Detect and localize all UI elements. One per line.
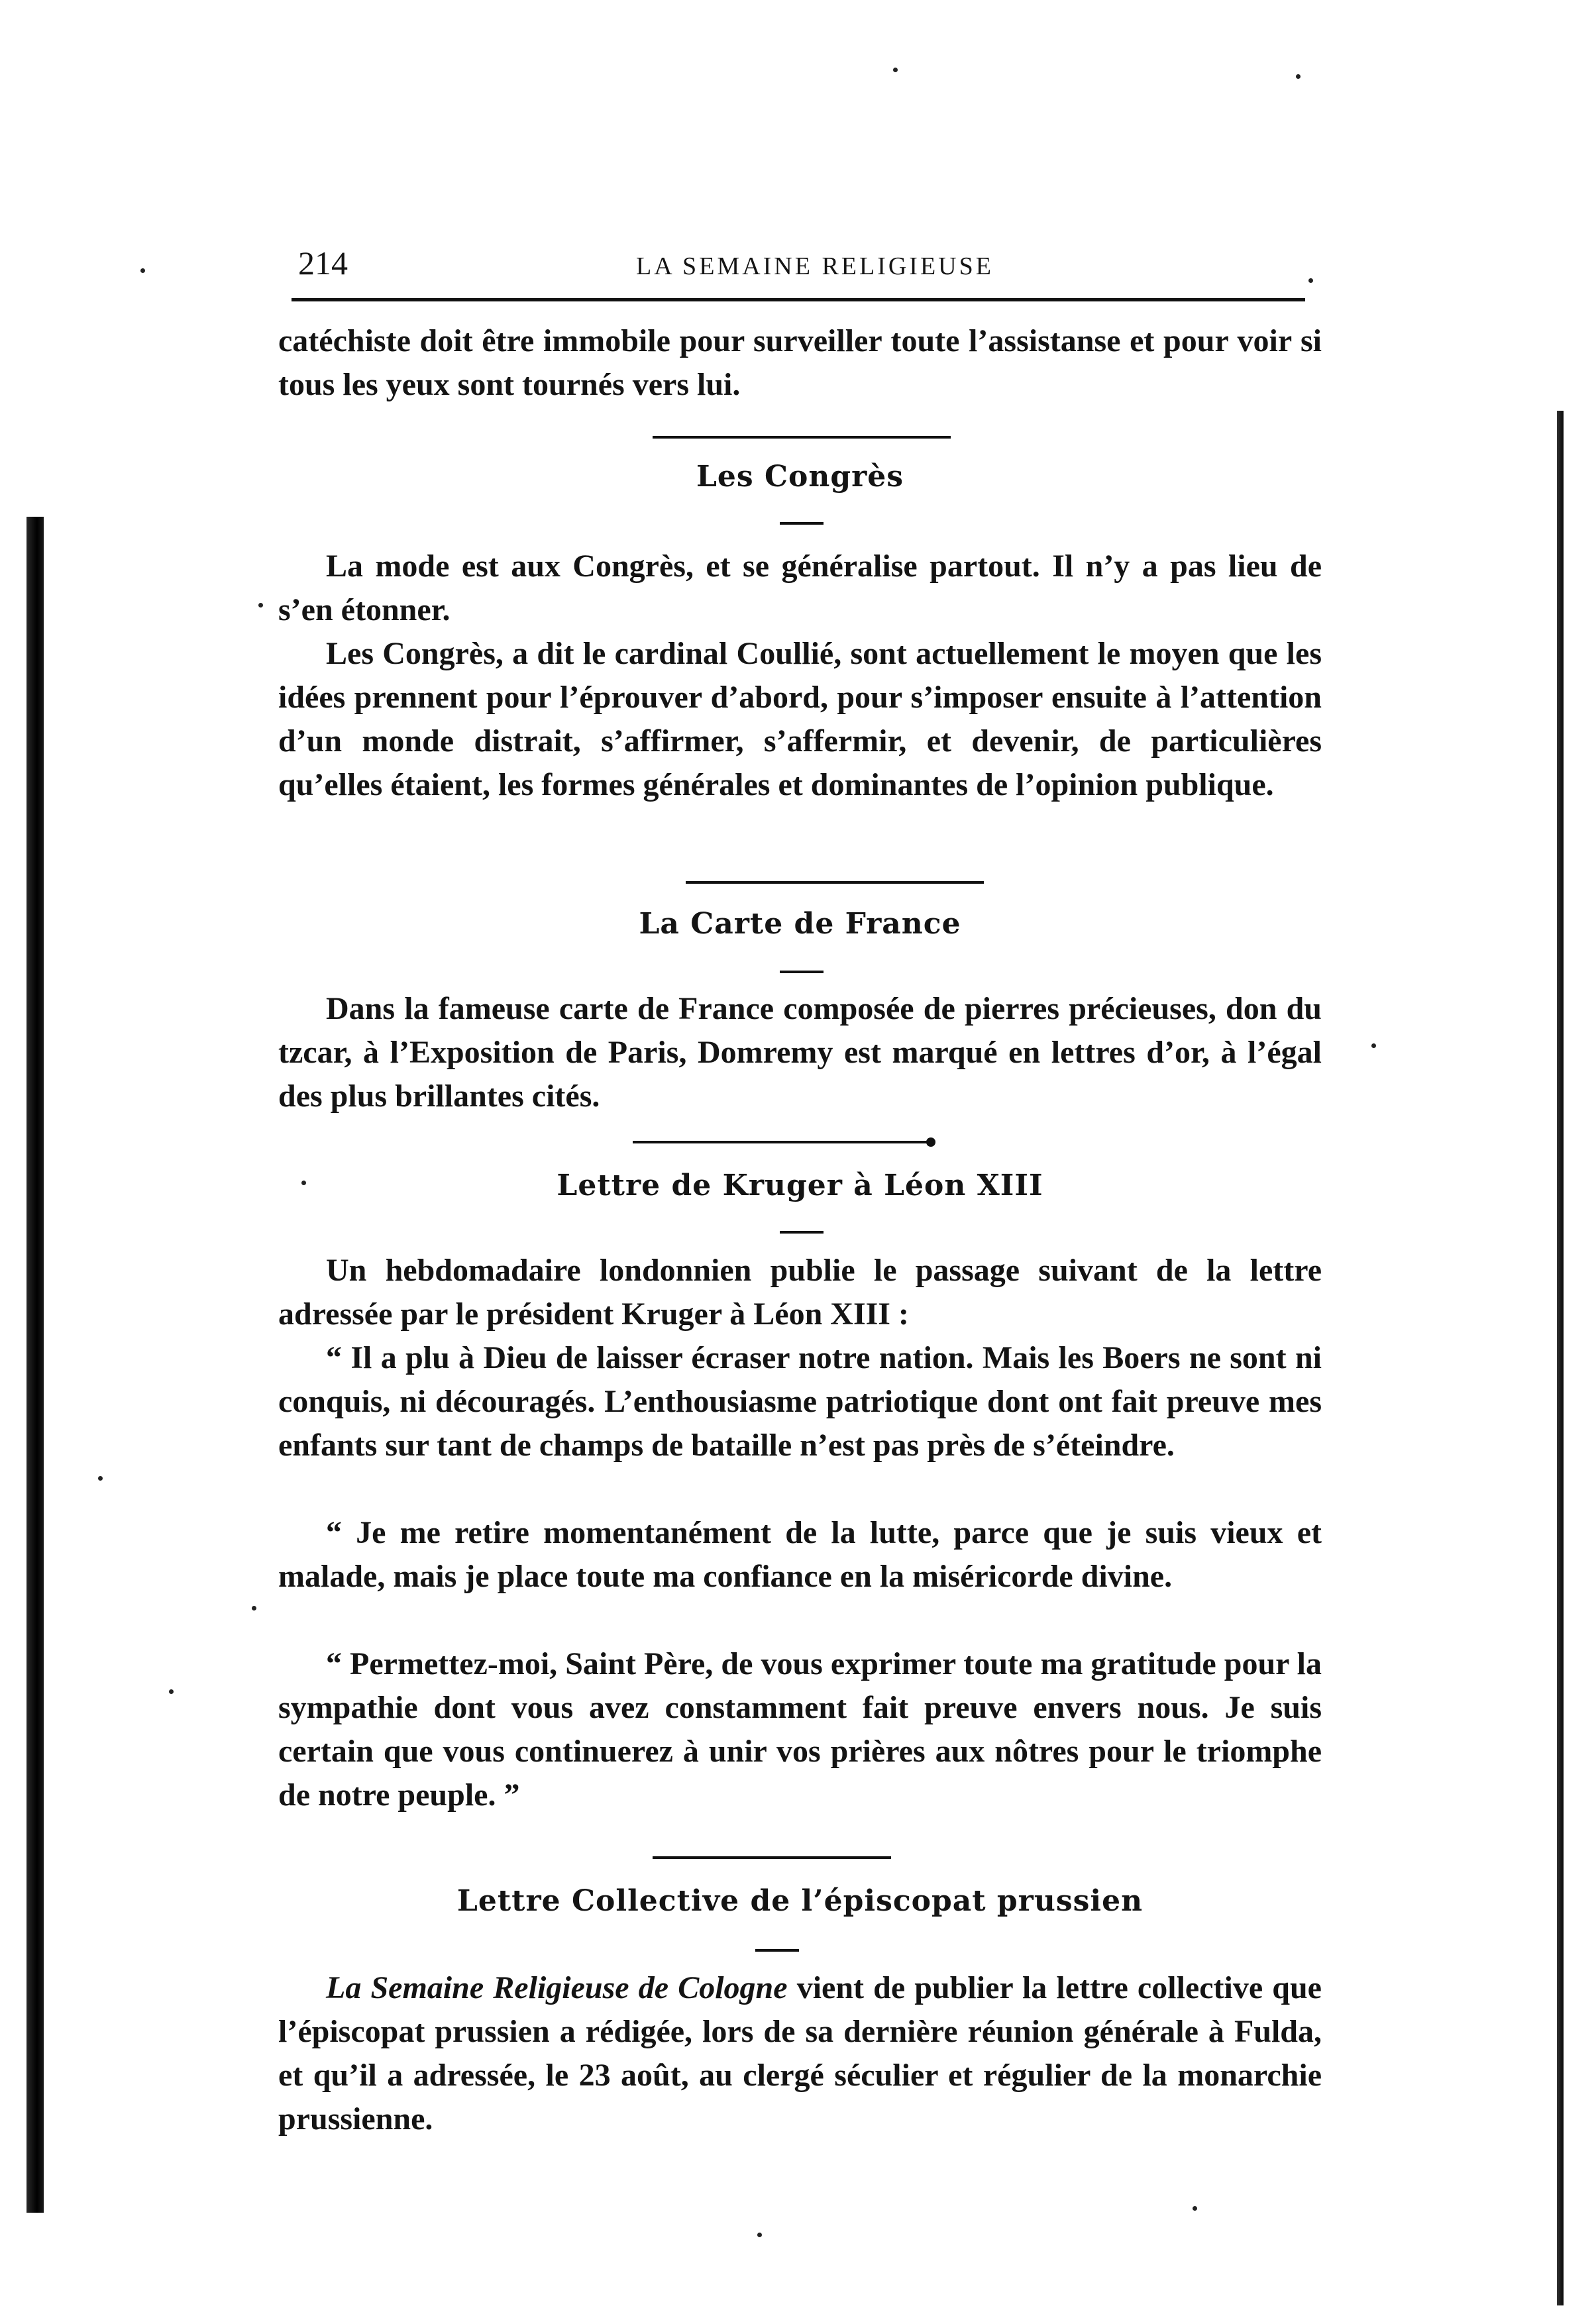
section-kruger-quote: “ Il a plu à Dieu de laisser écraser notre nation. Mais les Boers ne sont ni conquis, ni découragés. L’enthousiasme patriotique dont ont fait preuve mes enfants sur tant de champs de bataille n’est pas près de s’éteindre. (278, 1340, 1322, 1463)
section-separator (653, 1856, 891, 1859)
scan-speck (169, 1689, 174, 1694)
scan-speck (258, 603, 263, 607)
section-congres-paragraph: Les Congrès, a dit le cardinal Coullié, sont actuellement le moyen que les idées prennent pour l’éprouver d’abord, pour s’imposer ensuite à l’attention d’un monde distrait, s’affirmer, s’affermir, et devenir, de particulières qu’elles étaient, les formes générales et dominantes de l’opinion publique. (278, 636, 1322, 802)
section-title-congres: Les Congrès (696, 460, 904, 494)
section-episcopat-paragraph (278, 1966, 1322, 2141)
scan-speck (98, 1476, 103, 1481)
section-kruger-quote: “ Je me retire momentanément de la lutte, parce que je suis vieux et malade, mais je place toute ma confiance en la miséricorde divine. (278, 1515, 1322, 1594)
header-rule (292, 298, 1305, 301)
title-dash (780, 522, 824, 525)
publication-title: La Semaine Religieuse de Cologne (326, 1970, 788, 2005)
scan-speck (1296, 74, 1301, 79)
section-separator (653, 436, 951, 439)
intro-paragraph: catéchiste doit être immobile pour surveiller toute l’assistanse et pour voir si tous les yeux sont tournés vers lui. (278, 323, 1322, 402)
section-separator (633, 1141, 931, 1143)
scan-speck (1371, 1043, 1376, 1048)
scan-shadow-right (1557, 411, 1564, 2305)
scan-speck (140, 268, 145, 273)
section-kruger-paragraph: Un hebdomadaire londonnien publie le passage suivant de la lettre adressée par le président Kruger à Léon XIII : (278, 1253, 1322, 1332)
running-title: LA SEMAINE RELIGIEUSE (636, 252, 994, 280)
section-congres-paragraph: La mode est aux Congrès, et se généralise partout. Il n’y a pas lieu de s’en étonner. (278, 549, 1322, 627)
section-separator (686, 881, 984, 884)
scan-speck (757, 2233, 762, 2237)
section-carte-paragraph: Dans la fameuse carte de France composée de pierres précieuses, don du tzcar, à l’Exposition de Paris, Domremy est marqué en lettres d’or, à l’égal des plus brillantes cités. (278, 991, 1322, 1114)
title-dash (780, 971, 824, 973)
separator-dot (926, 1137, 935, 1147)
title-dash (755, 1949, 799, 1952)
scan-speck (1193, 2206, 1197, 2211)
page-number: 214 (298, 244, 348, 282)
paragraph-body: vient de publier la lettre collective que l’épiscopat prussien a rédigée, lors de sa dernière réunion générale à Fulda, et qu’il a adressée, le 23 août, au clergé séculier et régulier de la monarchie prussienne. (278, 1970, 1322, 2137)
scan-shadow-left (27, 517, 44, 2213)
scan-speck (1308, 278, 1313, 283)
section-title-carte: La Carte de France (639, 907, 961, 941)
title-dash (780, 1231, 824, 1234)
scan-speck (893, 68, 898, 72)
section-kruger-quote: “ Permettez-moi, Saint Père, de vous exprimer toute ma gratitude pour la sympathie dont vous avez constamment fait preuve envers nous. Je suis certain que vous continuerez à unir vos prières aux nôtres pour le triomphe de notre peuple. ” (278, 1646, 1322, 1813)
section-title-kruger: Lettre de Kruger à Léon XIII (557, 1169, 1043, 1202)
scan-speck (252, 1606, 256, 1611)
section-title-episcopat: Lettre Collective de l’épiscopat prussien (456, 1884, 1144, 1918)
